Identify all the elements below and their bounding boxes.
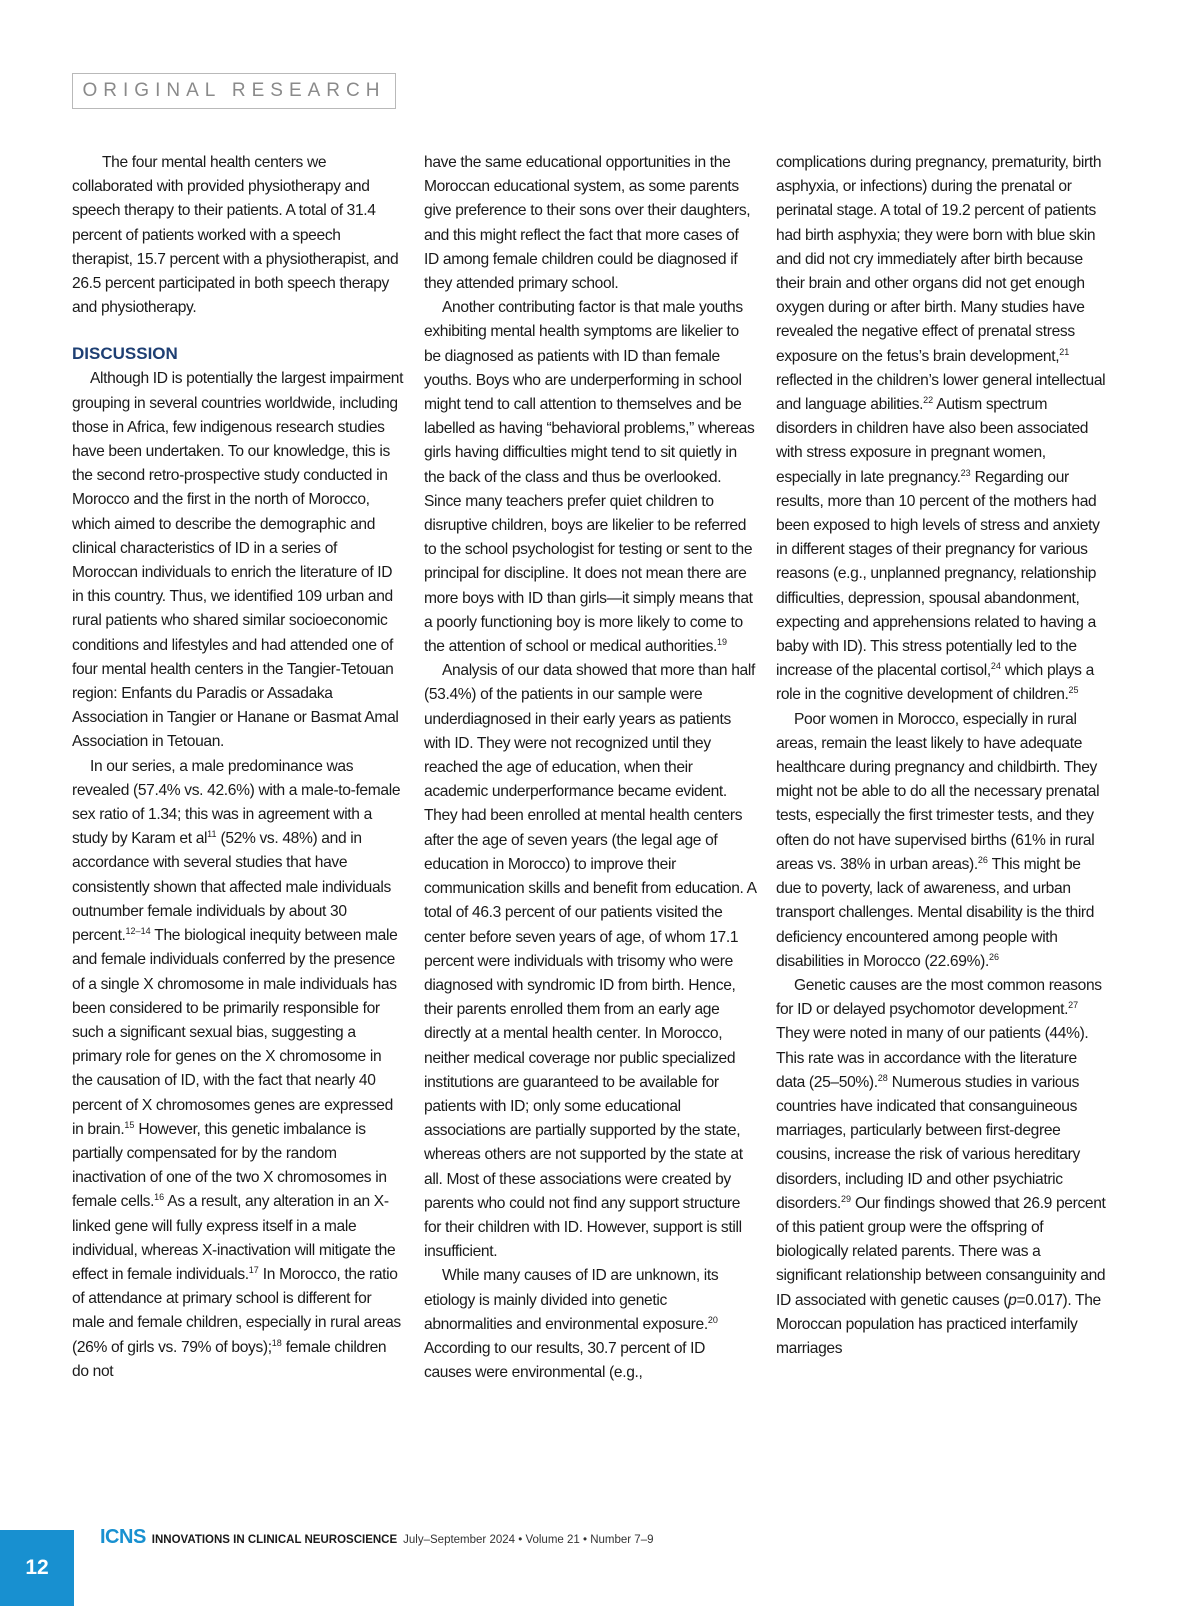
- issue-info: July–September 2024 • Volume 21 • Number 7–9: [403, 1534, 654, 1546]
- section-label: ORIGINAL RESEARCH: [72, 73, 396, 109]
- paragraph: Another contributing factor is that male youths exhibiting mental health symptoms are likelier to be diagnosed as patients with ID than female youths. Boys who are underperforming in school might tend to call attention to themselves and be labelled as having “behavioral problems,” whereas girls having difficulties might tend to sit quietly in the back of the class and thus be overlooked. Since many teachers prefer quiet children to disruptive children, boys are likelier to be referred to the school psychologist for testing or sent to the principal for discipline. It does not mean there are more boys with ID than girls—it simply means that a poorly functioning boy is more likely to come to the attention of school or medical authorities.$^{19}$: [424, 299, 755, 656]
- paragraph: While many causes of ID are unknown, its etiology is mainly divided into genetic abnormalities and environmental exposure.$^{20}$ According to our results, 30.7 percent of ID causes were environmental (e.g.,: [424, 1267, 719, 1382]
- paragraph: Although ID is potentially the largest impairment grouping in several countries worldwide, including those in Africa, few indigenous research studies have been undertaken. To our knowledge, this is the second retro-prospective study conducted in Morocco and the first in the north of Morocco, which aimed to describe the demographic and clinical characteristics of ID in a series of Moroccan individuals to enrich the literature of ID in this country. Thus, we identified 109 urban and rural patients who shared similar socioeconomic conditions and lifestyles and had attended one of four mental health centers in the Tangier-Tetouan region: Enfants du Paradis or Assadaka Association in Tangier or Hanane or Basmat Amal Association in Tetouan.: [72, 370, 404, 751]
- text-column-1: [72, 151, 404, 1384]
- journal-title: INNOVATIONS IN CLINICAL NEUROSCIENCE: [151, 1534, 398, 1546]
- journal-logo: ICNS: [100, 1526, 146, 1548]
- paragraph: Genetic causes are the most common reasons for ID or delayed psychomotor development.$^{27}$ They were noted in many of our patients (44%). This rate was in accordance with the literature data (25–50%).$^{28}$ Numerous studies in various countries have indicated that consanguineous marriages, particularly between first-degree cousins, increase the risk of various hereditary disorders, including ID and other psychiatric disorders.$^{29}$ Our findings showed that 26.9 percent of this patient group were the offspring of biologically related parents. There was a significant relationship between consanguinity and ID associated with genetic causes (p=0.017). The Moroccan population has practiced interfamily marriages: [776, 976, 1106, 1357]
- text-column-2: [424, 151, 756, 1385]
- paragraph: Poor women in Morocco, especially in rural areas, remain the least likely to have adequate healthcare during pregnancy and childbirth. They might not be able to do all the necessary prenatal tests, especially the first trimester tests, and they often do not have supervised births (61% in rural areas vs. 38% in urban areas).$^{26}$ This might be due to poverty, lack of awareness, and urban transport challenges. Mental disability is the third deficiency encountered among people with disabilities in Morocco (22.69%).$^{26}$: [776, 710, 1100, 970]
- section-heading: DISCUSSION: [72, 344, 178, 364]
- page-number: 12: [0, 1530, 74, 1606]
- paragraph: have the same educational opportunities in the Moroccan educational system, as some parents give preference to their sons over their daughters, and this might reflect the fact that more cases of ID among female children could be diagnosed if they attended primary school.: [424, 154, 751, 293]
- paragraph: The four mental health centers we collaborated with provided physiotherapy and speech therapy to their patients. A total of 31.4 percent of patients worked with a speech therapist, 15.7 percent with a physiotherapist, and 26.5 percent participated in both speech therapy and physiotherapy.: [72, 154, 399, 317]
- paragraph: complications during pregnancy, prematurity, birth asphyxia, or infections) during the prenatal or perinatal stage. A total of 19.2 percent of patients had birth asphyxia; they were born with blue skin and did not cry immediately after birth because their brain and other organs did not get enough oxygen during or after birth. Many studies have revealed the negative effect of prenatal stress exposure on the fetus’s brain development,$^{21}$ reflected in the children’s lower general intellectual and language abilities.$^{22}$ Autism spectrum disorders in children have also been associated with stress exposure in pregnant women, especially in late pregnancy.$^{23}$ Regarding our results, more than 10 percent of the mothers had been exposed to high levels of stress and anxiety in different stages of their pregnancy for various reasons (e.g., unplanned pregnancy, relationship difficulties, depression, spousal abandonment, expecting and apprehensions related to having a baby with ID). This stress potentially led to the increase of the placental cortisol,$^{24}$ which plays a role in the cognitive development of children.$^{25}$: [776, 154, 1106, 704]
- paragraph: Analysis of our data showed that more than half (53.4%) of the patients in our sample were underdiagnosed in their early years as patients with ID. They were not recognized until they reached the age of education, when their academic underperformance became evident. They had been enrolled at mental health centers after the age of seven years (the legal age of education in Morocco) to improve their communication skills and benefit from education. A total of 46.3 percent of our patients visited the center before seven years of age, of whom 17.1 percent were individuals with trisomy who were diagnosed with syndromic ID from birth. Hence, their parents enrolled them from an early age directly at a mental health center. In Morocco, neither medical coverage nor public specialized institutions are guaranteed to be available for patients with ID; only some educational associations are partially supported by the state, whereas others are not supported by the state at all. Most of these associations were created by parents who could not find any support structure for their children with ID. However, support is still insufficient.: [424, 662, 756, 1261]
- paragraph: In our series, a male predominance was revealed (57.4% vs. 42.6%) with a male-to-female sex ratio of 1.34; this was in agreement with a study by Karam et $al^{11}$ (52% vs. 48%) and in accordance with several studies that have consistently shown that affected male individuals outnumber female individuals by about 30 percent.$^{12-14}$ The biological inequity between male and female individuals conferred by the presence of a single X chromosome in male individuals has been considered to be primarily responsible for such a significant sexual bias, suggesting a primary role for genes on the X chromosome in the causation of ID, with the fact that nearly 40 percent of X chromosomes genes are expressed in brain.$^{15}$ However, this genetic imbalance is partially compensated for by the random inactivation of one of the two X chromosomes in female cells.$^{16}$ As a result, any alteration in an X-linked gene will fully express itself in a male individual, whereas X-inactivation will mitigate the effect in female individuals.$^{17}$ In Morocco, the ratio of attendance at primary school is different for male and female children, especially in rural areas (26% of girls vs. 79% of boys);$^{18}$ female children do not: [72, 757, 401, 1380]
- journal-footer: [100, 1526, 654, 1550]
- text-column-3: [776, 151, 1108, 1361]
